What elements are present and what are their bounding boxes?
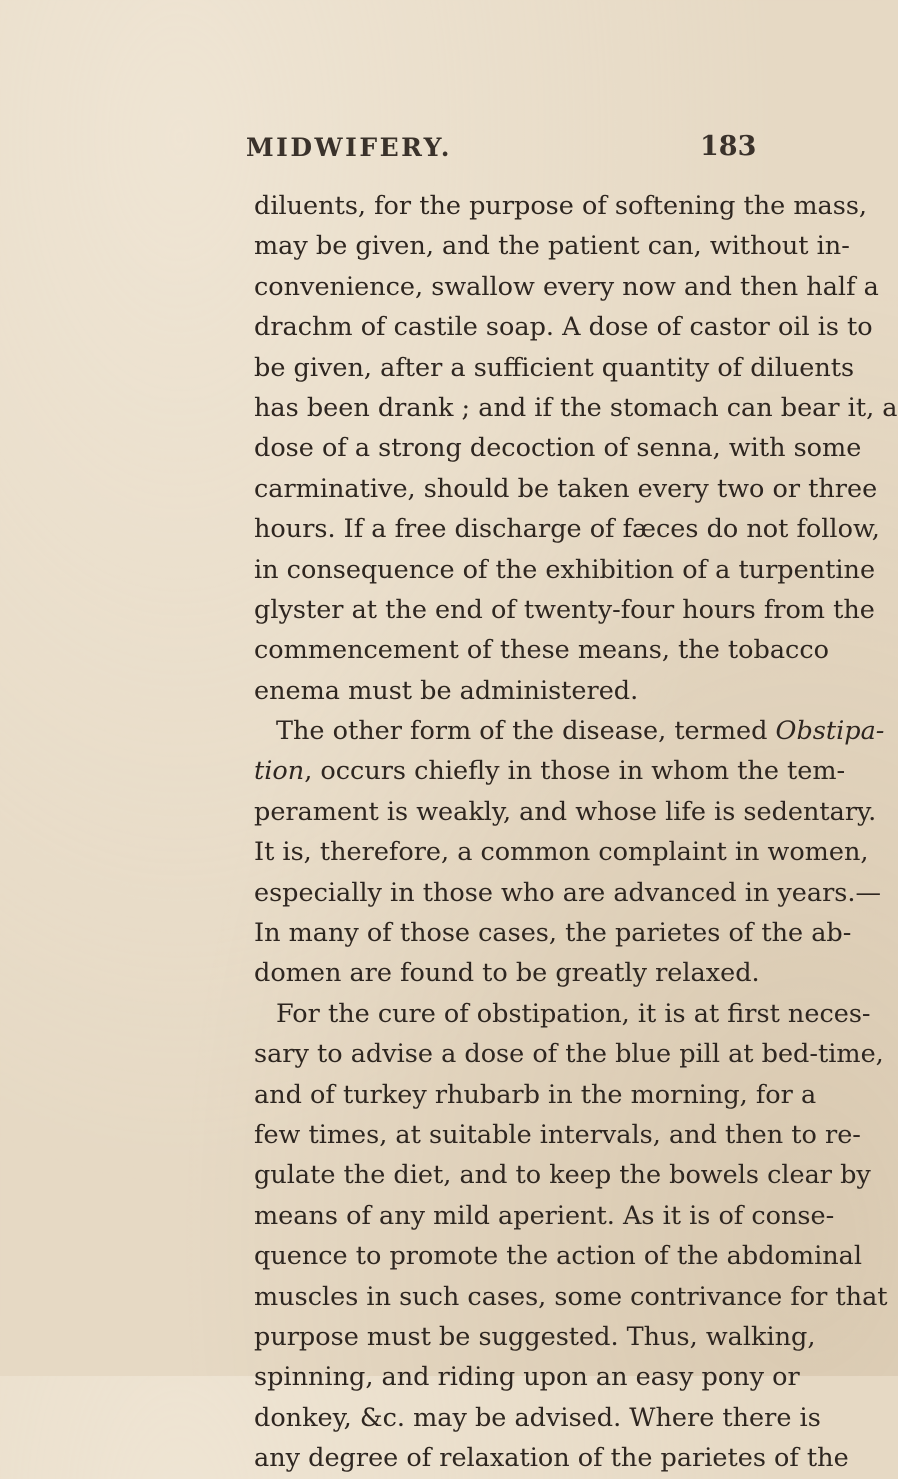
text-line: carminative, should be taken every two or three <box>254 473 878 504</box>
text-line: and of turkey rhubarb in the morning, for a <box>254 1079 817 1110</box>
text-line: donkey, &c. may be advised. Where there is <box>254 1402 821 1433</box>
text-line: quence to promote the action of the abdominal <box>254 1241 863 1272</box>
text-line: means of any mild aperient. As it is of conse- <box>254 1200 835 1231</box>
text-line: commencement of these means, the tobacco <box>254 635 829 666</box>
text-line: few times, at suitable intervals, and then to re- <box>254 1119 861 1150</box>
text-line-segment: The other form of the disease, termed <box>276 716 768 747</box>
text-line: any degree of relaxation of the parietes of the <box>254 1443 849 1474</box>
italic-term: Obstipa- <box>775 716 885 747</box>
text-line: gulate the diet, and to keep the bowels clear by <box>254 1160 871 1191</box>
page-number: 183 <box>700 131 757 162</box>
text-line: For the cure of obstipation, it is at first neces- <box>276 998 871 1029</box>
text-line-with-italic <box>254 751 846 791</box>
text-line: diluents, for the purpose of softening the mass, <box>254 191 868 221</box>
text-line: purpose must be suggested. Thus, walking, <box>254 1321 816 1352</box>
text-line: drachm of castile soap. A dose of castor oil is to <box>254 312 873 343</box>
body-text <box>254 186 898 1479</box>
text-line: especially in those who are advanced in years.— <box>254 877 881 908</box>
text-line: glyster at the end of twenty-four hours from the <box>254 594 875 625</box>
running-head <box>0 133 800 173</box>
text-line: enema must be administered. <box>254 675 639 706</box>
text-line: hours. If a free discharge of fæces do not follow, <box>254 514 880 545</box>
text-line: It is, therefore, a common complaint in women, <box>254 837 869 868</box>
text-line: dose of a strong decoction of senna, with some <box>254 433 862 464</box>
text-line: has been drank ; and if the stomach can bear it, a <box>254 392 898 423</box>
text-line: In many of those cases, the parietes of the ab- <box>254 918 852 949</box>
text-line: in consequence of the exhibition of a turpentine <box>254 554 876 585</box>
running-title: MIDWIFERY. <box>246 133 452 162</box>
text-line: perament is weakly, and whose life is sedentary. <box>254 796 877 827</box>
text-line: muscles in such cases, some contrivance for that <box>254 1281 888 1312</box>
text-line: may be given, and the patient can, without in- <box>254 231 850 262</box>
text-line: spinning, and riding upon an easy pony or <box>254 1362 800 1393</box>
text-line: be given, after a sufficient quantity of diluents <box>254 352 855 383</box>
text-line: convenience, swallow every now and then half a <box>254 271 879 302</box>
text-line: sary to advise a dose of the blue pill at bed-time, <box>254 1039 884 1070</box>
italic-term: tion <box>254 756 305 787</box>
text-line-segment: , occurs chiefly in those in whom the tem- <box>304 756 846 787</box>
text-line-with-italic <box>254 711 885 751</box>
text-line: domen are found to be greatly relaxed. <box>254 958 760 989</box>
